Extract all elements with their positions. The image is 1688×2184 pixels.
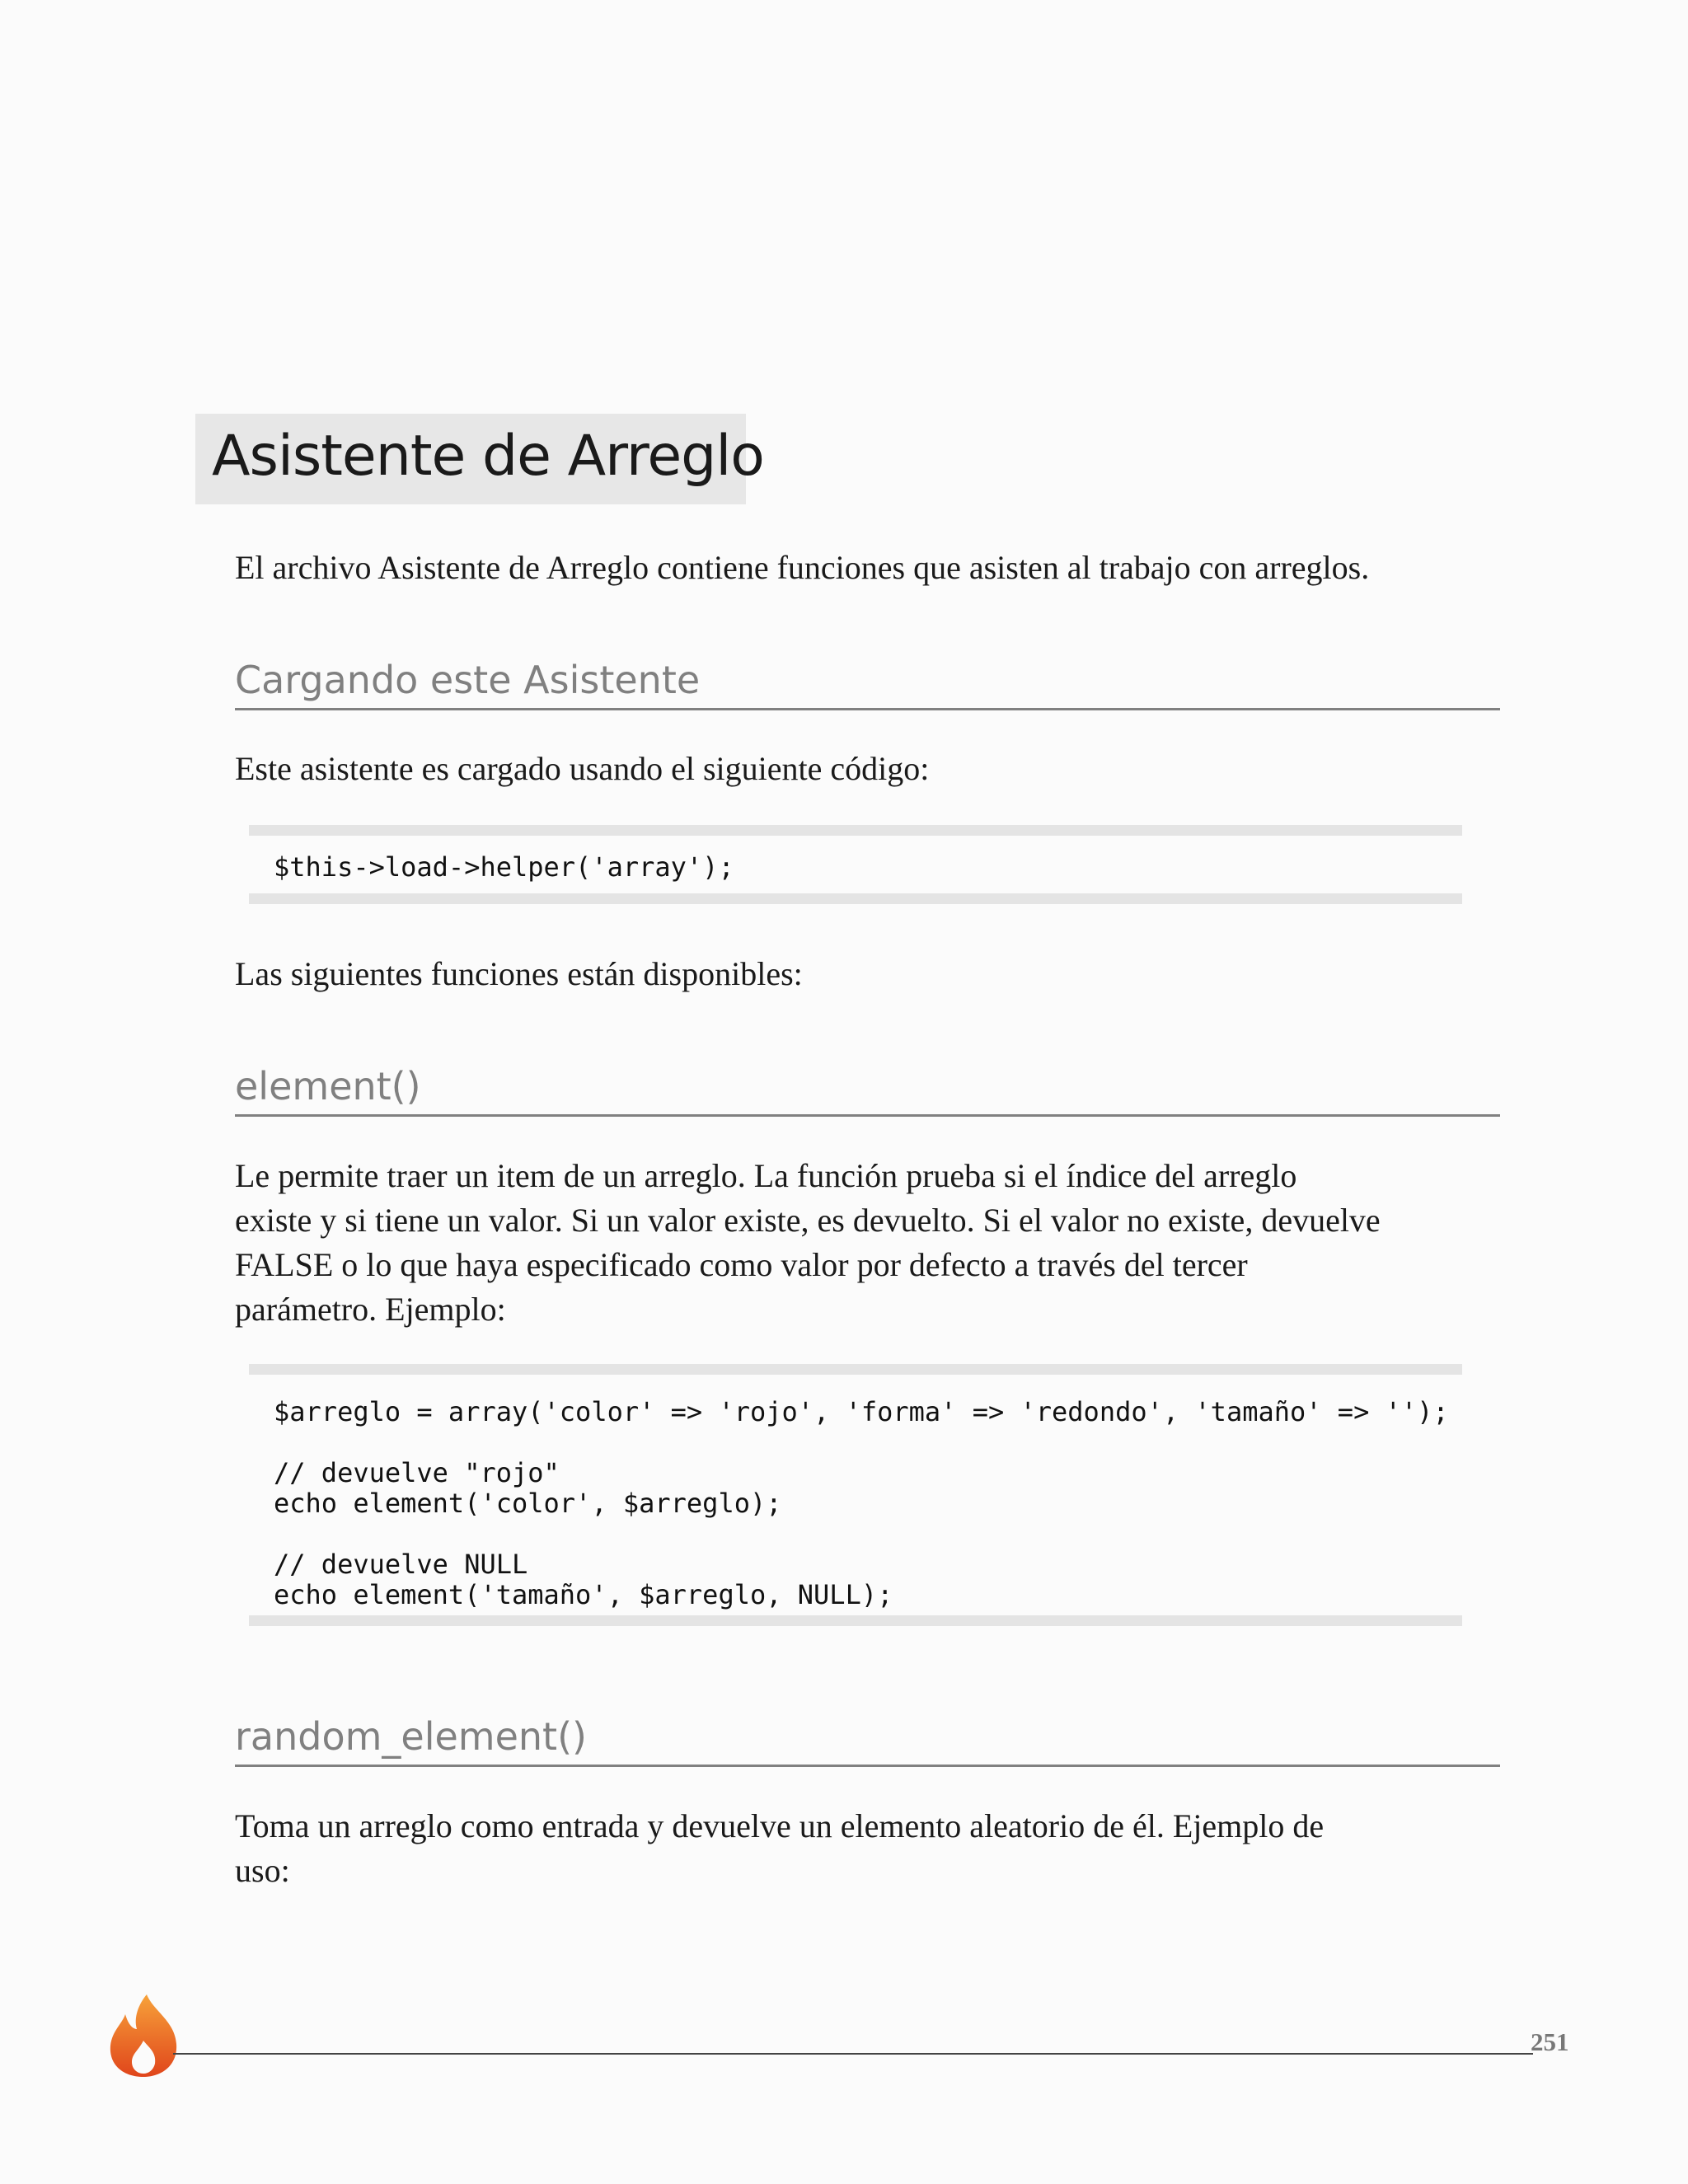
chapter-title-text: Asistente de Arreglo bbox=[212, 424, 764, 489]
section-heading-random-element: random_element() bbox=[235, 1712, 1500, 1767]
code-block-load bbox=[249, 825, 1462, 904]
page-number: 251 bbox=[1531, 2027, 1569, 2056]
section-heading-loading: Cargando este Asistente bbox=[235, 655, 1500, 710]
code-line bbox=[274, 1427, 1462, 1458]
flame-logo-icon bbox=[106, 1993, 181, 2083]
code-line: // devuelve "rojo" bbox=[274, 1457, 560, 1488]
code-line: $arreglo = array('color' => 'rojo', 'forma' => 'redondo', 'tamaño' => ''); bbox=[274, 1396, 1449, 1427]
code-line bbox=[274, 1519, 1462, 1549]
code-line: // devuelve NULL bbox=[274, 1549, 528, 1580]
chapter-title bbox=[195, 414, 764, 504]
loading-paragraph: Este asistente es cargado usando el siguiente código: bbox=[235, 750, 930, 787]
text-line: existe y si tiene un valor. Si un valor existe, es devuelto. Si el valor no existe, devuelve bbox=[235, 1202, 1381, 1239]
element-description bbox=[235, 1154, 1504, 1332]
code-line: echo element('color', $arreglo); bbox=[274, 1488, 782, 1519]
text-line: FALSE o lo que haya especificado como valor por defecto a través del tercer bbox=[235, 1246, 1248, 1283]
text-line: Toma un arreglo como entrada y devuelve un elemento aleatorio de él. Ejemplo de bbox=[235, 1807, 1325, 1844]
footer-rule bbox=[173, 2053, 1533, 2055]
code-line: echo element('tamaño', $arreglo, NULL); bbox=[274, 1579, 893, 1610]
code-line: $this->load->helper('array'); bbox=[274, 851, 734, 883]
intro-paragraph: El archivo Asistente de Arreglo contiene funciones que asisten al trabajo con arreglos. bbox=[235, 549, 1370, 586]
text-line: uso: bbox=[235, 1852, 290, 1889]
text-line: parámetro. Ejemplo: bbox=[235, 1291, 506, 1328]
available-functions-paragraph: Las siguientes funciones están disponibles: bbox=[235, 955, 803, 992]
random-element-description bbox=[235, 1804, 1504, 1893]
code-block-element bbox=[249, 1364, 1462, 1626]
text-line: Le permite traer un item de un arreglo. La función prueba si el índice del arreglo bbox=[235, 1157, 1297, 1194]
section-heading-element: element() bbox=[235, 1062, 1500, 1117]
